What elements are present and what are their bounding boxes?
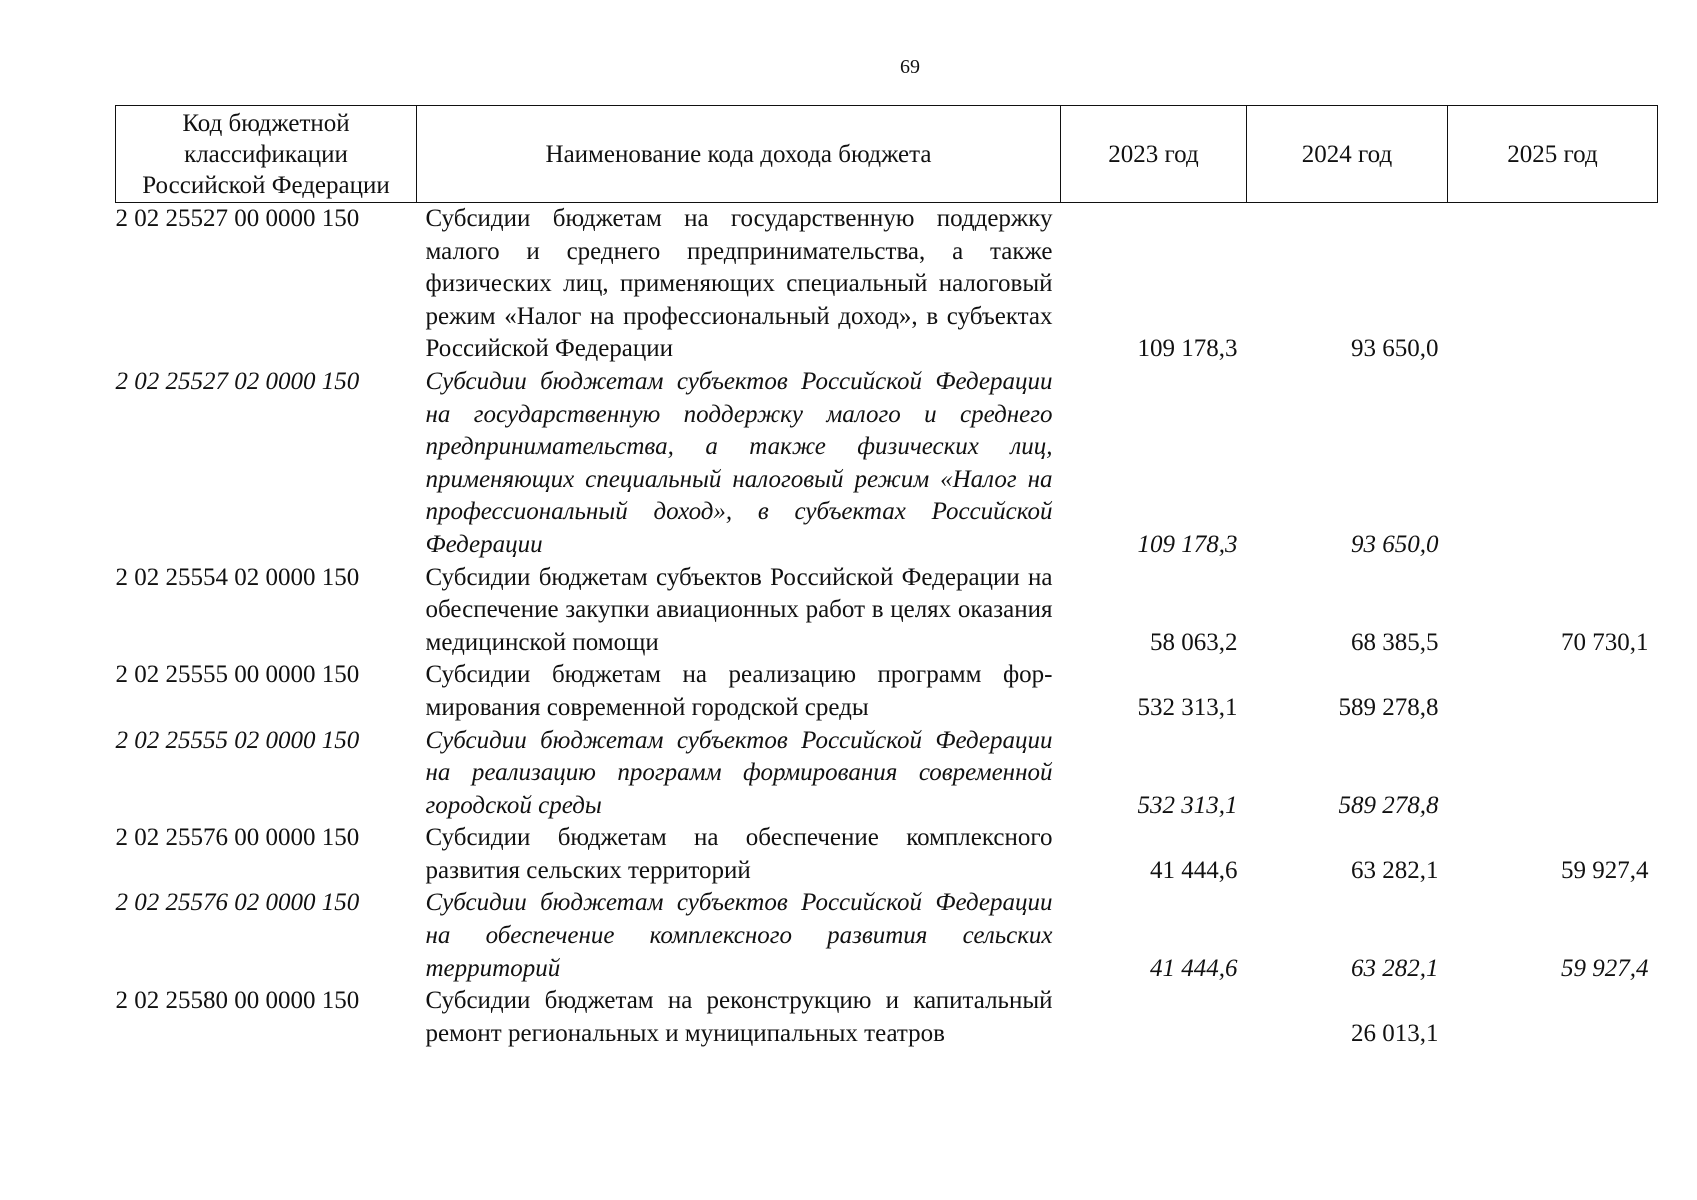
row-code: 2 02 25576 00 0000 150 [115,824,360,852]
row-value-2023: 109 178,3 [1137,530,1238,558]
row-value-2025 [1448,203,1658,366]
row-value-2023: 109 178,3 [1137,335,1238,363]
table-row [116,659,1658,724]
table-row [116,562,1658,660]
row-code: 2 02 25555 00 0000 150 [115,661,360,689]
row-value-2023 [1061,985,1247,1050]
row-value-2025 [1448,659,1658,724]
row-value-2025 [1448,985,1658,1050]
header-2024: 2024 год [1247,106,1448,203]
row-value-2024: 93 650,0 [1351,335,1439,363]
row-code: 2 02 25554 02 0000 150 [115,563,360,591]
row-value-2024: 26 013,1 [1351,1019,1439,1047]
row-value-2024: 68 385,5 [1351,628,1439,656]
row-name: Субсидии бюджетам на государственную поддержку малого и среднего предпринимательства, а также физических лиц, применяющих специальный налоговый режим «Налог на профессиональный доход», в субъектах Российской Федерации [425,205,1053,363]
row-value-2025 [1448,725,1658,823]
row-code: 2 02 25576 02 0000 150 [115,889,360,917]
row-value-2025: 59 927,4 [1561,954,1649,982]
table-row [116,725,1658,823]
table-row [116,985,1658,1050]
budget-revenue-table [115,105,1658,1050]
row-value-2023: 58 063,2 [1150,628,1238,656]
row-name: Субсидии бюджетам субъектов Российской Федерации на обеспечение комплексного развития сельских территорий [425,889,1053,982]
row-value-2025 [1448,366,1658,562]
table-row [116,822,1658,887]
row-code: 2 02 25555 02 0000 150 [115,726,360,754]
row-value-2024: 63 282,1 [1351,954,1439,982]
row-name: Субсидии бюджетам субъектов Российской Федерации на обеспечение закупки авиационных работ в целях оказания медицинской помощи [425,563,1053,656]
table-header-row [116,106,1658,203]
row-name: Субсидии бюджетам на обеспечение комплексного развития сельских территорий [425,824,1053,884]
page-number: 69 [900,56,920,78]
row-code: 2 02 25527 02 0000 150 [115,367,360,395]
row-value-2023: 41 444,6 [1150,856,1238,884]
header-code: Код бюджетной классификации Российской Федерации [116,106,417,203]
header-name: Наименование кода дохода бюджета [417,106,1061,203]
row-value-2025: 70 730,1 [1561,628,1649,656]
row-value-2023: 532 313,1 [1137,791,1238,819]
table-row [116,203,1658,366]
row-code: 2 02 25527 00 0000 150 [115,205,360,232]
row-name: Субсидии бюджетам субъектов Российской Федерации на государственную поддержку малого и среднего предпринимательства, а также физических лиц, применяющих специальный налоговый режим «Налог на профессиональный доход», в субъектах Российской Федерации [425,367,1053,558]
row-name: Субсидии бюджетам на реконструкцию и капитальный ремонт региональных и муниципальных театров [425,987,1053,1047]
row-value-2024: 93 650,0 [1351,530,1439,558]
row-value-2023: 41 444,6 [1150,954,1238,982]
header-2025: 2025 год [1448,106,1658,203]
row-name: Субсидии бюджетам субъектов Российской Федерации на реализацию программ формирования современной городской среды [425,726,1053,819]
row-value-2023: 532 313,1 [1137,693,1238,721]
row-value-2025: 59 927,4 [1561,856,1649,884]
row-value-2024: 589 278,8 [1338,791,1439,819]
row-value-2024: 63 282,1 [1351,856,1439,884]
row-name: Субсидии бюджетам на реализацию программ формирования современной городской среды [425,661,1053,721]
table-row [116,887,1658,985]
header-2023: 2023 год [1061,106,1247,203]
row-value-2024: 589 278,8 [1338,693,1439,721]
row-code: 2 02 25580 00 0000 150 [115,987,360,1015]
table-row [116,366,1658,562]
